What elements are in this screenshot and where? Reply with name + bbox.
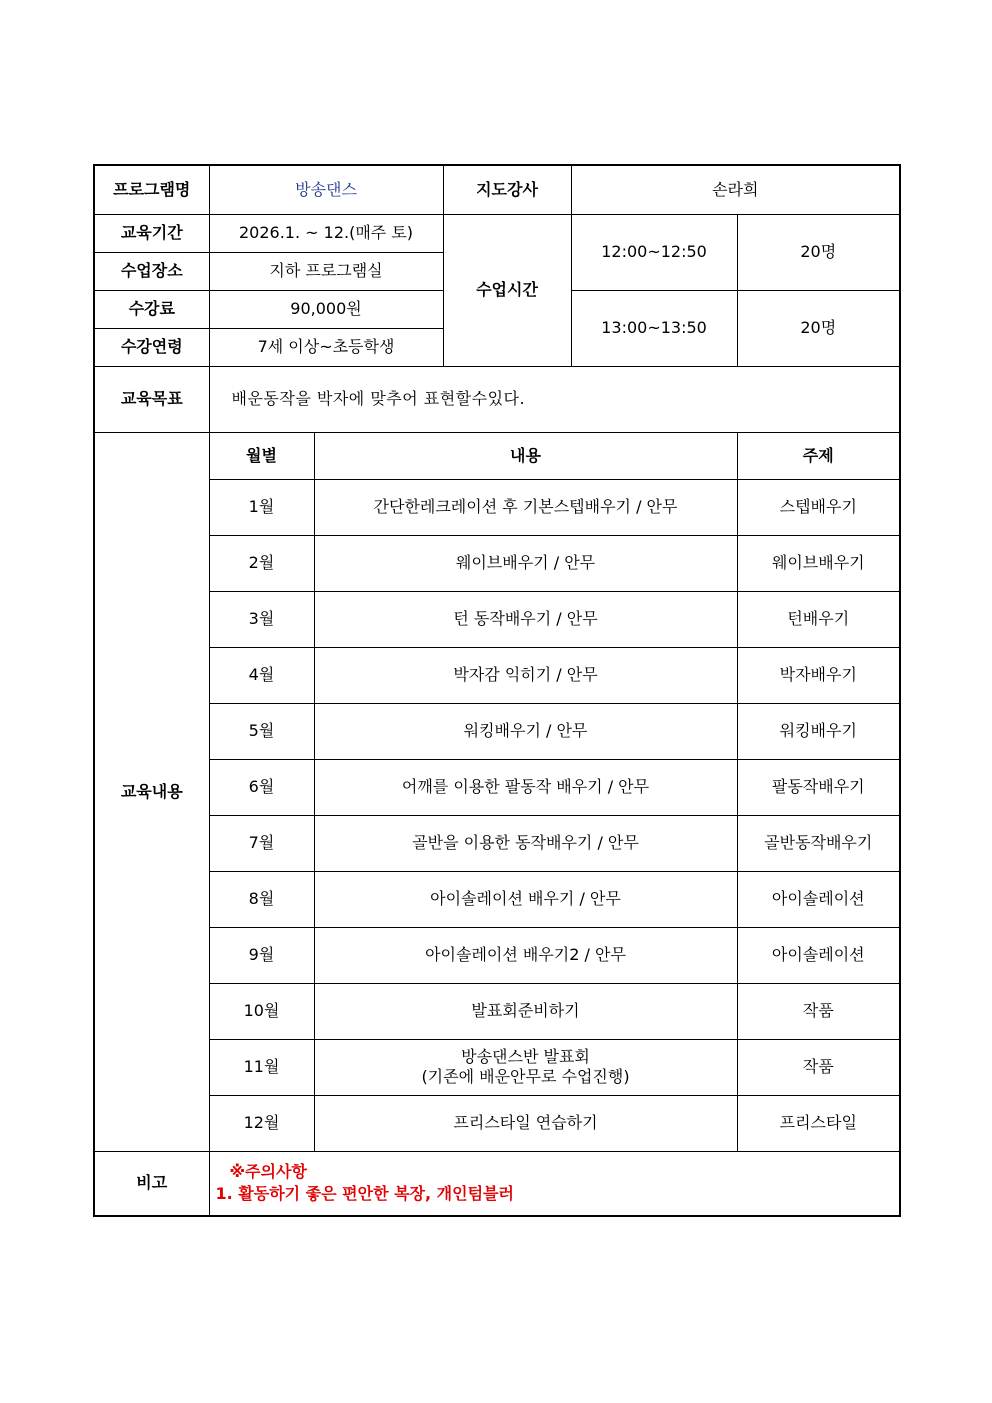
- row-topic: 박자배우기: [737, 647, 900, 703]
- row-topic: 골반동작배우기: [737, 815, 900, 871]
- column-header-month: 월별: [209, 432, 314, 479]
- row-content-line-1: 방송댄스반 발표회: [461, 1047, 590, 1066]
- row-topic: 프리스타일: [737, 1095, 900, 1151]
- curriculum-label: 교육내용: [94, 432, 209, 1151]
- instructor-value: 손라희: [571, 165, 900, 214]
- row-topic: 웨이브배우기: [737, 535, 900, 591]
- row-content: 어깨를 이용한 팔동작 배우기 / 안무: [314, 759, 737, 815]
- remarks-notice: [209, 1151, 900, 1216]
- row-topic: 작품: [737, 1039, 900, 1095]
- session-2-capacity: 20명: [737, 290, 900, 366]
- table-row: [94, 983, 900, 1039]
- row-month: 11월: [209, 1039, 314, 1095]
- column-header-content: 내용: [314, 432, 737, 479]
- row-topic: 아이솔레이션: [737, 871, 900, 927]
- row-month: 12월: [209, 1095, 314, 1151]
- row-month: 8월: [209, 871, 314, 927]
- goal-label: 교육목표: [94, 366, 209, 432]
- class-time-label: 수업시간: [443, 214, 571, 366]
- table-row: [94, 1039, 900, 1095]
- program-name-label: 프로그램명: [94, 165, 209, 214]
- program-plan-table: [93, 164, 901, 1217]
- table-row: [94, 871, 900, 927]
- program-name-value: 방송댄스: [209, 165, 443, 214]
- row-month: 9월: [209, 927, 314, 983]
- row-content: 박자감 익히기 / 안무: [314, 647, 737, 703]
- row-content: 아이솔레이션 배우기 / 안무: [314, 871, 737, 927]
- row-month: 6월: [209, 759, 314, 815]
- table-row: [94, 815, 900, 871]
- period-value: 2026.1. ~ 12.(매주 토): [209, 214, 443, 252]
- row-topic: 스텝배우기: [737, 479, 900, 535]
- place-value: 지하 프로그램실: [209, 252, 443, 290]
- period-label: 교육기간: [94, 214, 209, 252]
- table-row: [94, 479, 900, 535]
- row-month: 5월: [209, 703, 314, 759]
- row-month: 10월: [209, 983, 314, 1039]
- row-topic: 워킹배우기: [737, 703, 900, 759]
- table-row: [94, 927, 900, 983]
- session-1-capacity: 20명: [737, 214, 900, 290]
- row-content: 프리스타일 연습하기: [314, 1095, 737, 1151]
- row-content: 발표회준비하기: [314, 983, 737, 1039]
- remarks-label: 비고: [94, 1151, 209, 1216]
- row-content: 워킹배우기 / 안무: [314, 703, 737, 759]
- fee-label: 수강료: [94, 290, 209, 328]
- table-row: [94, 1095, 900, 1151]
- session-1-time: 12:00~12:50: [571, 214, 737, 290]
- row-content: 간단한레크레이션 후 기본스텝배우기 / 안무: [314, 479, 737, 535]
- row-content: 웨이브배우기 / 안무: [314, 535, 737, 591]
- row-month: 3월: [209, 591, 314, 647]
- table-row: [94, 535, 900, 591]
- age-label: 수강연령: [94, 328, 209, 366]
- notice-item: 1. 활동하기 좋은 편안한 복장, 개인텀블러: [215, 1184, 514, 1204]
- table-row: [94, 759, 900, 815]
- row-content: 턴 동작배우기 / 안무: [314, 591, 737, 647]
- fee-value: 90,000원: [209, 290, 443, 328]
- row-topic: 작품: [737, 983, 900, 1039]
- age-value: 7세 이상~초등학생: [209, 328, 443, 366]
- row-month: 4월: [209, 647, 314, 703]
- goal-text: 배운동작을 박자에 맞추어 표현할수있다.: [209, 366, 900, 432]
- row-topic: 아이솔레이션: [737, 927, 900, 983]
- table-row: [94, 647, 900, 703]
- row-month: 2월: [209, 535, 314, 591]
- row-month: 1월: [209, 479, 314, 535]
- row-topic: 팔동작배우기: [737, 759, 900, 815]
- table-row: [94, 703, 900, 759]
- session-2-time: 13:00~13:50: [571, 290, 737, 366]
- place-label: 수업장소: [94, 252, 209, 290]
- column-header-topic: 주제: [737, 432, 900, 479]
- instructor-label: 지도강사: [443, 165, 571, 214]
- row-topic: 턴배우기: [737, 591, 900, 647]
- row-content-line-2: (기존에 배운안무로 수업진행): [421, 1067, 630, 1086]
- row-content: 아이솔레이션 배우기2 / 안무: [314, 927, 737, 983]
- row-content: [314, 1039, 737, 1095]
- row-month: 7월: [209, 815, 314, 871]
- row-content: 골반을 이용한 동작배우기 / 안무: [314, 815, 737, 871]
- notice-heading: ※주의사항: [229, 1162, 307, 1182]
- table-row: [94, 591, 900, 647]
